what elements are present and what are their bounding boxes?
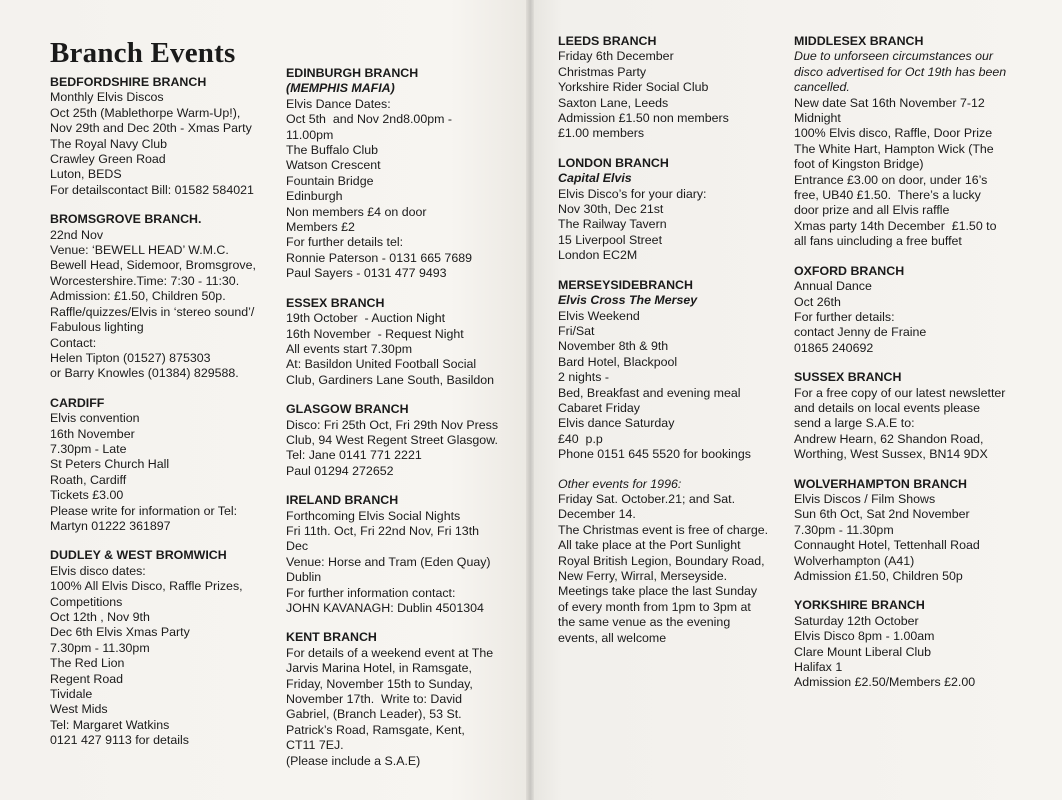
branch-detail-line: Oct 26th (794, 294, 841, 309)
branch-detail-line: foot of Kingston Bridge) (794, 157, 924, 172)
branch-detail-line: The Railway Tavern (558, 217, 667, 232)
branch-detail-line: Worcestershire.Time: 7:30 - 11:30. (50, 273, 240, 288)
branch-detail-line: Elvis Dance Dates: (286, 96, 391, 111)
branch-heading: OXFORD BRANCH (794, 263, 905, 278)
branch-detail-line: Club, Gardiners Lane South, Basildon (286, 372, 495, 387)
branch-subtitle: Elvis Cross The Mersey (558, 293, 698, 308)
branch-detail-line: The Buffalo Club (286, 143, 379, 158)
branch-heading: MERSEYSIDEBRANCH (558, 277, 693, 292)
branch-block-dudley-west-bromwich (50, 548, 272, 748)
branch-detail-line: Wolverhampton (A41) (794, 553, 915, 568)
branch-detail-line: Tel: Jane 0141 771 2221 (286, 448, 422, 463)
branch-heading: BROMSGROVE BRANCH. (50, 212, 202, 227)
branch-detail-line: Paul 01294 272652 (286, 463, 394, 478)
branch-block-london-branch (558, 156, 778, 264)
branch-detail-line: Crawley Green Road (50, 152, 166, 167)
branch-detail-line: Bed, Breakfast and evening meal (558, 385, 741, 400)
branch-note-line: Other events for 1996: (558, 476, 682, 491)
branch-detail-line: 11.00pm (286, 127, 334, 142)
branch-detail-line: Phone 0151 645 5520 for bookings (558, 447, 751, 462)
branch-detail-line: Meetings take place the last Sunday (558, 584, 758, 599)
branch-detail-line: Christmas Party (558, 64, 647, 79)
branch-detail-line: Oct 25th (Mablethorpe Warm-Up!), (50, 105, 241, 120)
page-spine (526, 0, 534, 800)
branch-detail-line: For details of a weekend event at The (286, 645, 494, 660)
branch-detail-line: Cabaret Friday (558, 400, 640, 415)
branch-detail-line: Monthly Elvis Discos (50, 90, 164, 105)
branch-detail-line: Gabriel, (Branch Leader), 53 St. (286, 707, 462, 722)
branch-detail-line: Elvis convention (50, 411, 140, 426)
branch-block-bromsgrove-branch (50, 212, 272, 381)
column-1 (50, 36, 272, 763)
branch-detail-line: Ronnie Paterson - 0131 665 7689 (286, 250, 472, 265)
branch-detail-line: Entrance £3.00 on door, under 16’s (794, 172, 988, 187)
branch-detail-line: door prize and all Elvis raffle (794, 203, 950, 218)
branch-heading: ESSEX BRANCH (286, 295, 385, 310)
branch-detail-line: Tividale (50, 687, 93, 702)
branch-detail-line: Friday Sat. October.21; and Sat. (558, 491, 736, 506)
branch-detail-line: Andrew Hearn, 62 Shandon Road, (794, 431, 984, 446)
branch-detail-line: Raffle/quizzes/Elvis in ‘stereo sound’/ (50, 304, 255, 319)
branch-detail-line: Annual Dance (794, 279, 872, 294)
branch-detail-line: £1.00 members (558, 126, 645, 141)
branch-detail-line: Elvis disco dates: (50, 563, 146, 578)
branch-block-leeds-branch (558, 34, 778, 142)
branch-detail-line: all fans uincluding a free buffet (794, 234, 962, 249)
branch-detail-line: Connaught Hotel, Tettenhall Road (794, 538, 980, 553)
branch-detail-line: Bewell Head, Sidemoor, Bromsgrove, (50, 258, 256, 273)
branch-block-kent-branch (286, 630, 508, 769)
branch-detail-line: £40 p.p (558, 431, 603, 446)
branch-detail-line: 100% Elvis disco, Raffle, Door Prize (794, 126, 993, 141)
branch-detail-line: Sun 6th Oct, Sat 2nd November (794, 507, 970, 522)
branch-heading: LONDON BRANCH (558, 155, 669, 170)
branch-detail-line: The Christmas event is free of charge. (558, 522, 769, 537)
branch-detail-line: Non members £4 on door (286, 204, 427, 219)
branch-detail-line: Elvis Discos / Film Shows (794, 491, 936, 506)
branch-detail-line: Oct 12th , Nov 9th (50, 610, 150, 624)
branch-detail-line: Elvis Disco 8pm - 1.00am (794, 629, 935, 644)
branch-detail-line: Jarvis Marina Hotel, in Ramsgate, (286, 661, 472, 676)
column-2 (286, 66, 508, 783)
branch-detail-line: Yorkshire Rider Social Club (558, 80, 709, 95)
branch-detail-line: Fri/Sat (558, 323, 595, 338)
branch-detail-line: Admission £2.50/Members £2.00 (794, 675, 976, 690)
branch-heading: WOLVERHAMPTON BRANCH (794, 476, 968, 491)
branch-detail-line: Luton, BEDS (50, 167, 122, 182)
branch-detail-line: For a free copy of our latest newsletter (794, 385, 1006, 400)
branch-detail-line: All events start 7.30pm (286, 341, 413, 356)
branch-detail-line: Tel: Margaret Watkins (50, 717, 170, 732)
branch-heading: GLASGOW BRANCH (286, 402, 409, 417)
branch-heading: YORKSHIRE BRANCH (794, 598, 925, 613)
branch-detail-line: of every month from 1pm to 3pm at (558, 599, 751, 614)
branch-detail-line: Venue: Horse and Tram (Eden Quay) (286, 554, 491, 569)
branch-detail-line: 22nd Nov (50, 227, 104, 242)
branch-detail-line: contact Jenny de Fraine (794, 325, 927, 340)
branch-detail-line: For further information contact: (286, 585, 456, 600)
branch-heading: MIDDLESEX BRANCH (794, 34, 924, 48)
branch-block-yorkshire-branch (794, 598, 1016, 690)
branch-detail-line: For further details tel: (286, 235, 404, 250)
branch-block-glasgow-branch (286, 402, 508, 479)
branch-detail-line: Venue: ‘BEWELL HEAD’ W.M.C. (50, 243, 229, 258)
branch-detail-line: Midnight (794, 111, 841, 126)
branch-detail-line: Admission: £1.50, Children 50p. (50, 289, 226, 304)
branch-detail-line: At: Basildon United Football Social (286, 357, 477, 372)
branch-detail-line: November 8th & 9th (558, 339, 669, 354)
branch-heading: EDINBURGH BRANCH (286, 66, 419, 80)
branch-block-sussex-branch (794, 370, 1016, 462)
branch-detail-line: Saxton Lane, Leeds (558, 95, 669, 110)
branch-detail-line: Disco: Fri 25th Oct, Fri 29th Nov Press (286, 417, 499, 432)
branch-detail-line: Patrick’s Road, Ramsgate, Kent, (286, 722, 465, 737)
branch-detail-line: Paul Sayers - 0131 477 9493 (286, 266, 447, 281)
branch-detail-line: Fountain Bridge (286, 173, 374, 188)
branch-detail-line: West Mids (50, 702, 108, 717)
branch-detail-line: Halifax 1 (794, 660, 843, 675)
branch-subtitle: (MEMPHIS MAFIA) (286, 81, 395, 96)
branch-detail-line: London EC2M (558, 248, 638, 263)
branch-heading: KENT BRANCH (286, 630, 377, 645)
branch-detail-line: Saturday 12th October (794, 613, 919, 628)
branch-detail-line: Please write for information or Tel: (50, 503, 238, 518)
branch-detail-line: For further details: (794, 309, 895, 324)
branch-detail-line: Admission £1.50 non members (558, 111, 729, 126)
branch-detail-line: Contact: (50, 335, 97, 350)
branch-detail-line: December 14. (558, 507, 636, 522)
branch-detail-line: Dec (286, 539, 309, 554)
branch-detail-line: or Barry Knowles (01384) 829588. (50, 366, 239, 381)
branch-detail-line: 0121 427 9113 for details (50, 733, 189, 748)
branch-detail-line: Bard Hotel, Blackpool (558, 354, 678, 369)
branch-detail-line: St Peters Church Hall (50, 457, 170, 472)
branch-detail-line: November 17th. Write to: David (286, 692, 463, 707)
branch-heading: LEEDS BRANCH (558, 34, 657, 48)
branch-block-bedfordshire-branch (50, 75, 272, 198)
branch-detail-line: 7.30pm - 11.30pm (50, 640, 150, 655)
branch-detail-line: Dublin (286, 570, 322, 585)
branch-detail-line: CT11 7EJ. (286, 738, 344, 753)
branch-detail-line: Club, 94 West Regent Street Glasgow. (286, 432, 498, 447)
branch-detail-line: Forthcoming Elvis Social Nights (286, 508, 461, 523)
branch-detail-line: Members £2 (286, 220, 355, 235)
branch-detail-line: Competitions (50, 594, 123, 609)
branch-heading: CARDIFF (50, 395, 105, 410)
branch-detail-line: New Ferry, Wirral, Merseyside. (558, 569, 728, 583)
branch-detail-line: Helen Tipton (01527) 875303 (50, 350, 211, 365)
branch-detail-line: Watson Crescent (286, 158, 381, 173)
branch-detail-line: Fri 11th. Oct, Fri 22nd Nov, Fri 13th (286, 523, 480, 538)
branch-block-edinburgh-branch (286, 66, 508, 282)
branch-detail-line: Martyn 01222 361897 (50, 518, 171, 533)
branch-heading: BEDFORDSHIRE BRANCH (50, 75, 207, 89)
branch-heading: DUDLEY & WEST BROMWICH (50, 548, 227, 563)
branch-detail-line: Friday 6th December (558, 49, 674, 64)
branch-detail-line: Elvis Weekend (558, 308, 640, 323)
branch-detail-line: and details on local events please (794, 400, 980, 415)
branch-detail-line: Fabulous lighting (50, 320, 144, 335)
branch-heading: IRELAND BRANCH (286, 493, 399, 508)
branch-block-middlesex-branch (794, 34, 1016, 250)
branch-detail-line: JOHN KAVANAGH: Dublin 4501304 (286, 601, 484, 615)
branch-detail-line: Nov 30th, Dec 21st (558, 202, 664, 217)
branch-detail-line: Dec 6th Elvis Xmas Party (50, 625, 190, 640)
branch-note-line: disco advertised for Oct 19th has been (794, 64, 1007, 79)
branch-note-line: Due to unforseen circumstances our (794, 49, 994, 64)
branch-note-line: cancelled. (794, 80, 850, 95)
branch-detail-line: 100% All Elvis Disco, Raffle Prizes, (50, 579, 243, 594)
page-title: Branch Events (50, 37, 236, 69)
branch-block-essex-branch (286, 296, 508, 388)
branch-detail-line: For detailscontact Bill: 01582 584021 (50, 182, 254, 197)
branch-detail-line: 7.30pm - 11.30pm (794, 522, 894, 537)
branch-detail-line: Admission £1.50, Children 50p (794, 569, 963, 583)
branch-detail-line: Edinburgh (286, 189, 343, 204)
branch-detail-line: 7.30pm - Late (50, 441, 127, 456)
branch-detail-line: the same venue as the evening (558, 615, 731, 630)
column-3 (558, 34, 778, 660)
branch-detail-line: 16th November - Request Night (286, 326, 464, 341)
branch-detail-line: Clare Mount Liberal Club (794, 644, 932, 659)
branch-detail-line: The Red Lion (50, 656, 125, 671)
column-4 (794, 34, 1016, 705)
branch-heading: SUSSEX BRANCH (794, 370, 902, 385)
branch-detail-line: 01865 240692 (794, 340, 874, 355)
branch-detail-line: (Please include a S.A.E) (286, 753, 421, 768)
branch-block-events (558, 477, 778, 646)
branch-detail-line: New date Sat 16th November 7-12 (794, 95, 985, 110)
branch-detail-line: Tickets £3.00 (50, 488, 124, 503)
branch-detail-line: The Royal Navy Club (50, 136, 168, 151)
branch-detail-line: Regent Road (50, 671, 124, 686)
branch-detail-line: 15 Liverpool Street (558, 232, 663, 247)
branch-detail-line: Nov 29th and Dec 20th - Xmas Party (50, 121, 252, 136)
branch-detail-line: 16th November (50, 426, 135, 441)
branch-block-merseysidebranch (558, 278, 778, 463)
branch-detail-line: Elvis Disco’s for your diary: (558, 186, 707, 201)
branch-detail-line: 19th October - Auction Night (286, 311, 446, 326)
branch-detail-line: free, UB40 £1.50. There’s a lucky (794, 188, 981, 203)
branch-detail-line: send a large S.A.E to: (794, 416, 915, 431)
branch-block-ireland-branch (286, 493, 508, 616)
branch-detail-line: Elvis dance Saturday (558, 416, 675, 431)
branch-detail-line: Xmas party 14th December £1.50 to (794, 218, 997, 233)
branch-detail-line: Worthing, West Sussex, BN14 9DX (794, 447, 988, 462)
branch-detail-line: All take place at the Port Sunlight (558, 538, 741, 553)
branch-detail-line: 2 nights - (558, 370, 609, 385)
branch-subtitle: Capital Elvis (558, 171, 632, 186)
branch-detail-line: Royal British Legion, Boundary Road, (558, 553, 765, 568)
branch-block-cardiff (50, 396, 272, 535)
branch-detail-line: Roath, Cardiff (50, 472, 127, 487)
branch-block-wolverhampton-branch (794, 477, 1016, 585)
branch-block-oxford-branch (794, 264, 1016, 356)
branch-detail-line: Friday, November 15th to Sunday, (286, 676, 473, 691)
branch-detail-line: Oct 5th and Nov 2nd8.00pm - (286, 112, 452, 127)
branch-detail-line: events, all welcome (558, 630, 667, 645)
branch-detail-line: The White Hart, Hampton Wick (The (794, 141, 994, 156)
